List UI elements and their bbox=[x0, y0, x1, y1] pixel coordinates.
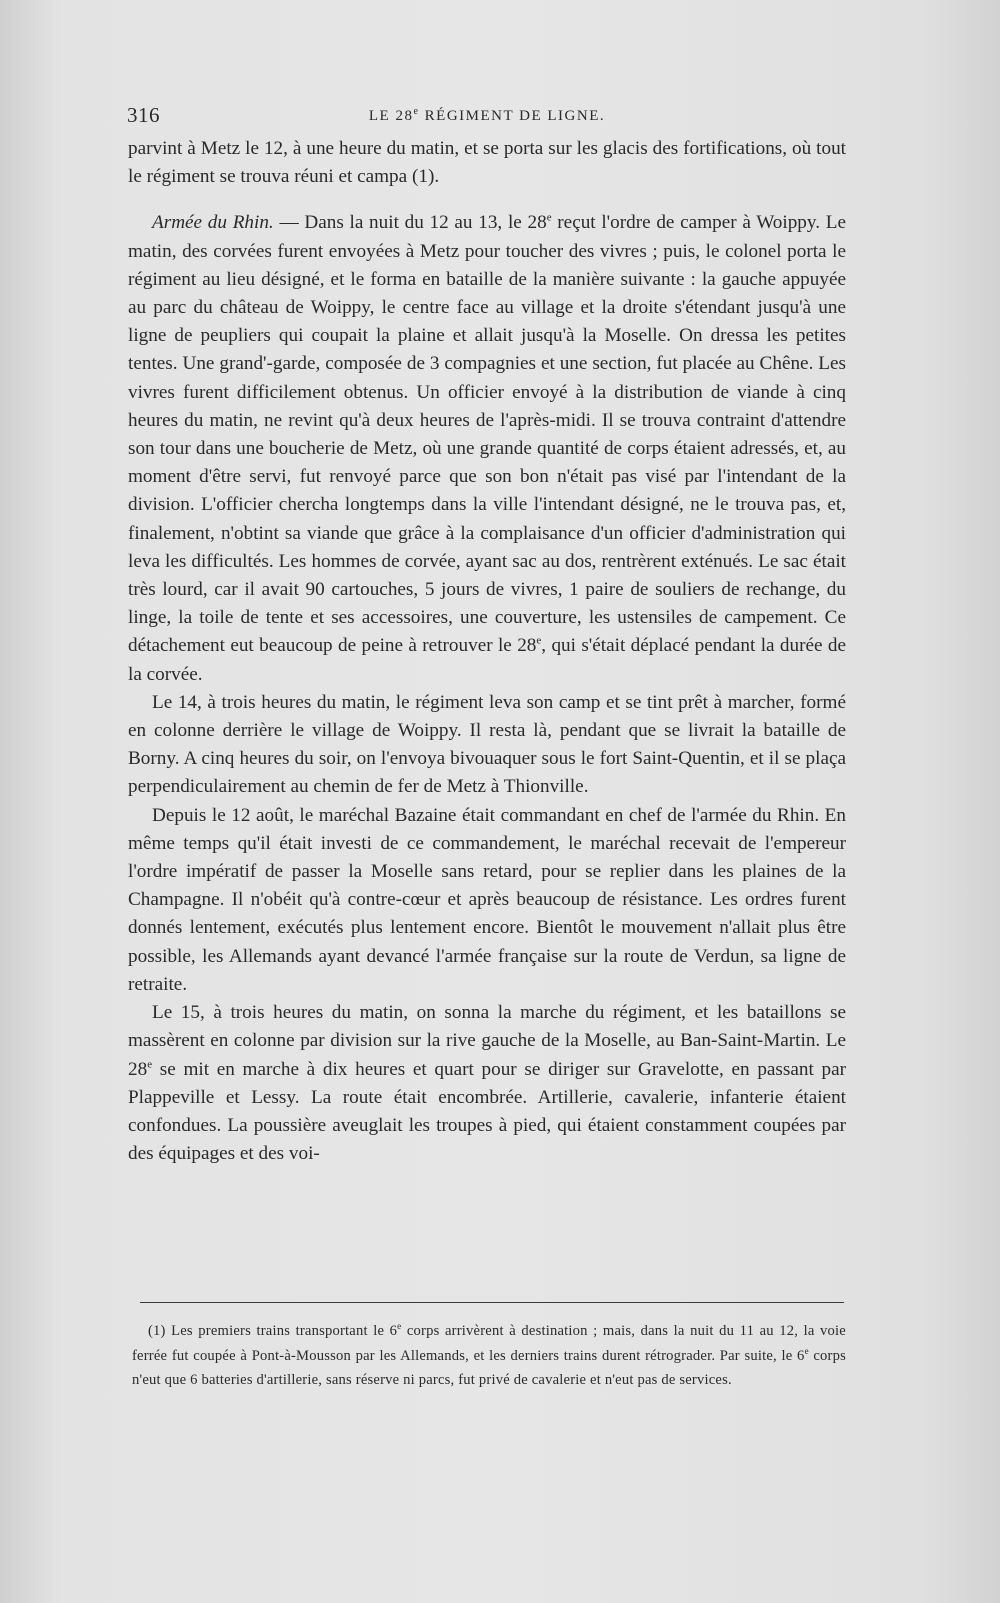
footnote-1-part-a: (1) Les premiers trains transportant le 6 bbox=[148, 1323, 398, 1339]
footnote-1-sup1: e bbox=[397, 1321, 402, 1332]
footnote-1-sup2: e bbox=[804, 1345, 809, 1356]
page-header bbox=[127, 103, 847, 129]
paragraph-2-sup: e bbox=[546, 212, 552, 225]
footnote-1 bbox=[132, 1319, 846, 1393]
page-number: 316 bbox=[127, 103, 160, 127]
paragraph-2-part-a: — Dans la nuit du 12 au 13, le 28 bbox=[273, 212, 547, 234]
paragraph-1: parvint à Metz le 12, à une heure du matin, et se porta sur les glacis des fortifications, où tout le régiment se trouva réuni et campa (1). bbox=[128, 138, 846, 188]
paragraph-2 bbox=[128, 209, 846, 688]
running-title-prefix: LE 28 bbox=[368, 108, 414, 124]
running-title-suffix: RÉGIMENT DE LIGNE. bbox=[419, 108, 606, 124]
paragraph-5-part-a: Le 15, à trois heures du matin, on sonna la marche du régiment, et les bataillons se massèrent en colonne par division sur la rive gauche de la Moselle, au Ban-Saint-Martin. Le 28 bbox=[128, 1002, 846, 1080]
paragraph-3: Le 14, à trois heures du matin, le régiment leva son camp et se tint prêt à marcher, formé en colonne derrière le village de Woippy. Il resta là, pendant que se livrait la bataille de Borny. A cinq heures du soir, on l'envoya bivouaquer sous le fort Saint-Quentin, et il se plaça perpendiculairement au chemin de fer de Metz à Thionville. bbox=[128, 691, 846, 798]
running-title bbox=[127, 106, 847, 125]
footnote-divider bbox=[140, 1302, 844, 1303]
paragraph-2-part-c: , qui s'était déplacé pendant la durée de la corvée. bbox=[128, 635, 847, 685]
body-text bbox=[128, 135, 846, 1168]
paragraph-2-part-b: reçut l'ordre de camper à Woippy. Le matin, des corvées furent envoyées à Metz pour toucher des vivres ; puis, le colonel porta le régiment au lieu désigné, et le forma en bataille de la manière suivante : la gauche appuyée au parc du château de Woippy, le centre face au village et la droite s'étendant jusqu'à une ligne de peupliers qui coupait la plaine et allait jusqu'à la Moselle. On dressa les petites tentes. Une grand'-garde, composée de 3 compagnies et une section, fut placée au Chêne. Les vivres furent difficilement obtenus. Un officier envoyé à la distribution de viande à cinq heures du matin, ne revint qu'à deux heures de l'après-midi. Il se trouva contraint d'attendre son tour dans une boucherie de Metz, où une grande quantité de corps étaient adressés, et, au moment d'être servi, fut renvoyé parce que son bon n'était pas visé par l'intendant de la division. L'officier chercha longtemps dans la ville l'intendant désigné, ne le trouva pas, et, finalement, n'obtint sa viande que grâce à la complaisance d'un officier d'administration qui leva les difficultés. Les hommes de corvée, ayant sac au dos, rentrèrent exténués. Le sac était très lourd, car il avait 90 cartouches, 5 jours de vivres, 1 paire de souliers de rechange, du linge, la toile de tente et ses accessoires, une couverture, les ustensiles de campement. Ce détachement eut beaucoup de peine à retrouver le 28 bbox=[128, 212, 846, 657]
running-title-sup: e bbox=[413, 106, 420, 117]
paragraph-2-sup2: e bbox=[536, 635, 542, 648]
section-heading-armee-du-rhin: Armée du Rhin. bbox=[152, 212, 274, 234]
paragraph-5 bbox=[128, 999, 846, 1168]
paragraph-5-part-b: se mit en marche à dix heures et quart pour se diriger sur Gravelotte, en passant par Plappeville et Lessy. La route était encombrée. Artillerie, cavalerie, infanterie étaient confondues. La poussière aveuglait les troupes à pied, qui étaient constamment coupées par des équipages et des voi- bbox=[128, 1058, 846, 1165]
footnote-1-part-b: corps arrivèrent à destination ; mais, dans la nuit du 11 au 12, la voie ferrée fut coupée à Pont-à-Mousson par les Allemands, et les derniers trains durent rétrograder. Par suite, le 6 bbox=[132, 1323, 846, 1364]
footnotes bbox=[132, 1319, 846, 1393]
paragraph-5-sup: e bbox=[147, 1058, 153, 1071]
footnote-1-part-c: corps n'eut que 6 batteries d'artillerie, sans réserve ni parcs, fut privé de cavalerie et n'eut pas de services. bbox=[132, 1347, 846, 1388]
paragraph-4: Depuis le 12 août, le maréchal Bazaine était commandant en chef de l'armée du Rhin. En même temps qu'il était investi de ce commandement, le maréchal recevait de l'empereur l'ordre impératif de passer la Moselle sans retard, pour se replier dans les plaines de la Champagne. Il n'obéit qu'à contre-cœur et après beaucoup de résistance. Les ordres furent donnés lentement, exécutés plus lentement encore. Bientôt le mouvement n'allait plus être possible, les Allemands ayant devancé l'armée française sur la route de Verdun, sa ligne de retraite. bbox=[128, 804, 846, 995]
